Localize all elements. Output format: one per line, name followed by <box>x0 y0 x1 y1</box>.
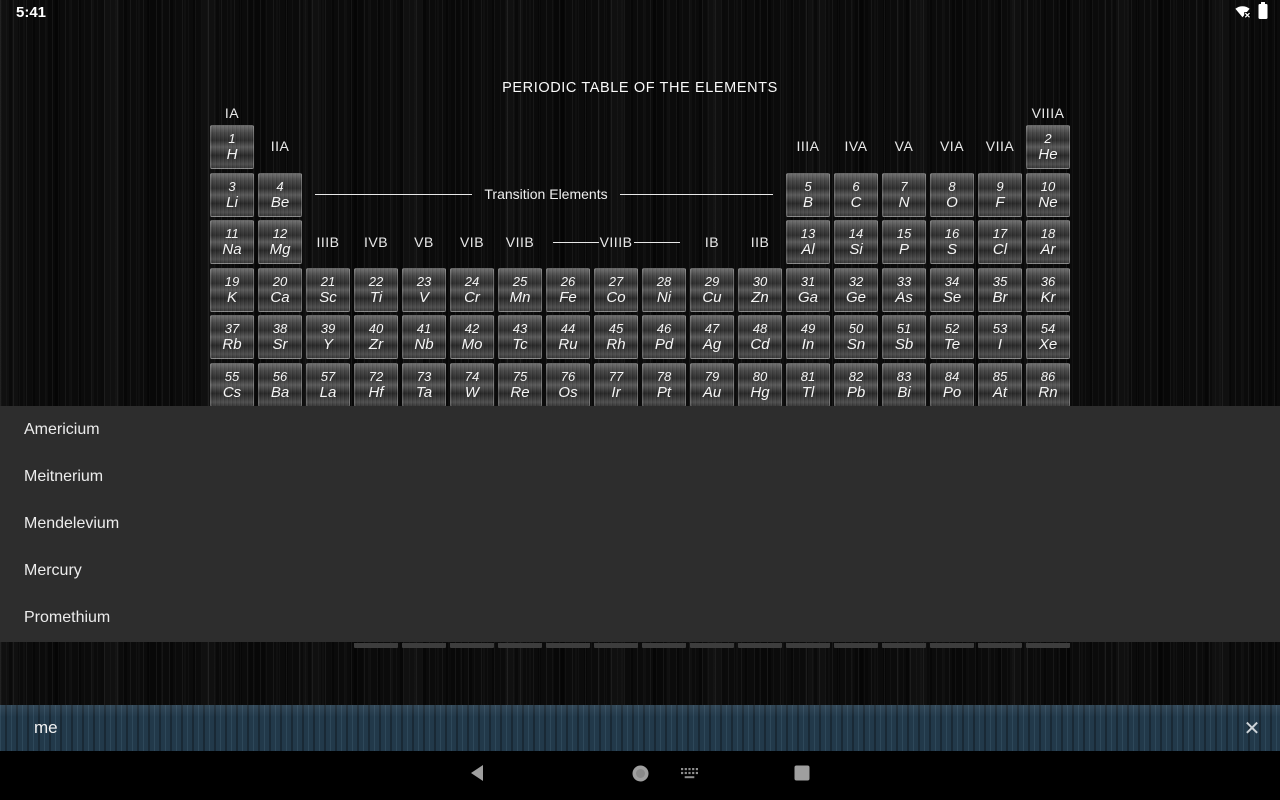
element-symbol: Te <box>943 336 961 353</box>
back-button[interactable] <box>455 751 499 800</box>
atomic-number: 41 <box>416 321 432 336</box>
atomic-number: 77 <box>608 368 624 384</box>
hidden-row-cell-fragment <box>498 643 542 648</box>
group-label-viiia: VIIIA <box>1031 105 1065 121</box>
element-cell-La[interactable] <box>306 363 350 407</box>
element-cell-Sb[interactable] <box>882 315 926 359</box>
atomic-number: 47 <box>704 321 720 336</box>
atomic-number: 11 <box>225 226 239 241</box>
element-symbol: Zr <box>368 336 384 353</box>
element-symbol: Re <box>510 383 530 401</box>
element-cell-C[interactable] <box>834 173 878 217</box>
element-cell-Tc[interactable] <box>498 315 542 359</box>
atomic-number: 72 <box>368 368 384 384</box>
element-cell-As[interactable] <box>882 268 926 312</box>
element-cell-Si[interactable] <box>834 220 878 264</box>
element-cell-Os[interactable] <box>546 363 590 407</box>
element-symbol: Pd <box>654 336 674 353</box>
element-symbol: Cl <box>992 241 1008 258</box>
element-cell-Ru[interactable] <box>546 315 590 359</box>
element-symbol: Pb <box>846 383 866 401</box>
atomic-number: 29 <box>704 273 720 289</box>
element-cell-H[interactable] <box>210 125 254 169</box>
element-symbol: Co <box>606 288 626 306</box>
element-cell-F[interactable] <box>978 173 1022 217</box>
element-symbol: K <box>226 288 237 306</box>
atomic-number: 45 <box>608 321 624 336</box>
transition-line-right <box>620 194 773 195</box>
home-button[interactable] <box>618 751 662 800</box>
group-label-iiib: IIIB <box>316 234 340 250</box>
element-symbol: La <box>319 383 337 401</box>
atomic-number: 22 <box>368 273 384 289</box>
recents-button[interactable] <box>780 751 824 800</box>
navigation-bar <box>0 751 1280 800</box>
hidden-row-cell-fragment <box>978 643 1022 648</box>
atomic-number: 43 <box>512 321 528 336</box>
element-cell-S[interactable] <box>930 220 974 264</box>
element-cell-Ag[interactable] <box>690 315 734 359</box>
atomic-number: 1 <box>228 131 236 146</box>
element-cell-Co[interactable] <box>594 268 638 312</box>
atomic-number: 78 <box>656 368 672 384</box>
keyboard-icon <box>681 767 699 785</box>
transition-line-left <box>315 194 472 195</box>
element-symbol: In <box>801 336 815 353</box>
element-symbol: Zn <box>751 288 769 306</box>
atomic-number: 80 <box>752 368 768 384</box>
element-symbol: Ni <box>656 288 672 306</box>
element-cell-Cr[interactable] <box>450 268 494 312</box>
atomic-number: 5 <box>804 178 812 194</box>
element-symbol: Sb <box>894 336 914 353</box>
element-cell-Na[interactable] <box>210 220 254 264</box>
element-cell-Br[interactable] <box>978 268 1022 312</box>
atomic-number: 46 <box>656 321 672 336</box>
group-label-ia: IA <box>224 105 240 121</box>
hidden-row-cell-fragment <box>930 643 974 648</box>
atomic-number: 23 <box>416 273 432 289</box>
atomic-number: 18 <box>1040 226 1056 241</box>
battery-full-icon <box>1258 2 1268 24</box>
element-symbol: Ta <box>415 383 433 401</box>
home-icon <box>632 765 649 787</box>
atomic-number: 38 <box>272 321 288 336</box>
group-label-vib: VIB <box>459 234 485 250</box>
atomic-number: 19 <box>224 273 240 289</box>
element-symbol: Ge <box>845 288 866 306</box>
element-cell-Ge[interactable] <box>834 268 878 312</box>
element-symbol: Br <box>992 288 1008 306</box>
atomic-number: 42 <box>464 321 480 336</box>
back-icon <box>469 764 485 787</box>
element-cell-Sr[interactable] <box>258 315 302 359</box>
atomic-number: 55 <box>224 368 240 384</box>
atomic-number: 34 <box>944 273 960 289</box>
atomic-number: 48 <box>752 321 768 336</box>
element-symbol: Tc <box>512 336 528 353</box>
atomic-number: 74 <box>464 368 480 384</box>
atomic-number: 50 <box>848 321 864 336</box>
atomic-number: 6 <box>852 178 860 194</box>
search-bar <box>0 705 1280 751</box>
suggestion-mercury[interactable]: Mercury <box>24 562 82 580</box>
atomic-number: 9 <box>996 178 1004 194</box>
element-cell-Se[interactable] <box>930 268 974 312</box>
suggestion-americium[interactable]: Americium <box>24 420 100 438</box>
element-cell-Ga[interactable] <box>786 268 830 312</box>
atomic-number: 4 <box>276 178 284 194</box>
element-cell-W[interactable] <box>450 363 494 407</box>
element-cell-Rh[interactable] <box>594 315 638 359</box>
keyboard-switch-button[interactable] <box>670 751 710 800</box>
element-cell-Cl[interactable] <box>978 220 1022 264</box>
atomic-number: 37 <box>224 321 240 336</box>
element-cell-Te[interactable] <box>930 315 974 359</box>
element-symbol: Si <box>849 241 863 258</box>
group-label-iib: IIB <box>750 234 770 250</box>
element-symbol: Se <box>942 288 962 306</box>
atomic-number: 14 <box>848 226 864 241</box>
element-symbol: Mn <box>509 288 531 306</box>
hidden-row-cell-fragment <box>882 643 926 648</box>
element-cell-Cd[interactable] <box>738 315 782 359</box>
element-cell-Pb[interactable] <box>834 363 878 407</box>
atomic-number: 10 <box>1040 178 1056 194</box>
atomic-number: 83 <box>896 368 912 384</box>
atomic-number: 13 <box>800 226 816 241</box>
atomic-number: 7 <box>900 178 908 194</box>
atomic-number: 21 <box>320 273 336 289</box>
element-symbol: P <box>898 241 909 258</box>
atomic-number: 17 <box>992 226 1008 241</box>
element-symbol: H <box>226 146 238 163</box>
atomic-number: 28 <box>656 273 672 289</box>
search-input[interactable] <box>32 717 1224 739</box>
element-symbol: Au <box>702 383 722 401</box>
atomic-number: 79 <box>704 368 720 384</box>
suggestion-meitnerium[interactable]: Meitnerium <box>24 467 104 485</box>
element-cell-N[interactable] <box>882 173 926 217</box>
atomic-number: 24 <box>464 273 480 289</box>
element-cell-Sn[interactable] <box>834 315 878 359</box>
suggestion-mendelevium[interactable]: Mendelevium <box>24 515 120 532</box>
element-symbol: Al <box>801 241 815 258</box>
element-cell-Fe[interactable] <box>546 268 590 312</box>
element-cell-Tl[interactable] <box>786 363 830 407</box>
status-icons <box>1234 4 1268 22</box>
atomic-number: 40 <box>368 321 384 336</box>
hidden-row-cell-fragment <box>690 643 734 648</box>
atomic-number: 44 <box>560 321 576 336</box>
element-cell-Ca[interactable] <box>258 268 302 312</box>
atomic-number: 16 <box>944 226 960 241</box>
atomic-number: 35 <box>992 273 1008 289</box>
suggestion-promethium[interactable]: Promethium <box>24 609 111 627</box>
element-cell-Ir[interactable] <box>594 363 638 407</box>
element-symbol: Be <box>270 193 290 211</box>
atomic-number: 81 <box>800 368 816 384</box>
atomic-number: 56 <box>272 368 288 384</box>
group-label-ivb: IVB <box>363 234 389 250</box>
recents-icon <box>794 765 810 786</box>
element-symbol: Mo <box>461 336 483 353</box>
hidden-row-cell-fragment <box>450 643 494 648</box>
element-symbol: Cd <box>750 336 770 353</box>
viiib-line-right <box>634 242 680 243</box>
element-cell-Li[interactable] <box>210 173 254 217</box>
element-cell-Cu[interactable] <box>690 268 734 312</box>
element-cell-Ni[interactable] <box>642 268 686 312</box>
element-symbol: Fe <box>559 288 577 306</box>
element-symbol: Ba <box>270 383 290 401</box>
transition-elements-label: Transition Elements <box>484 186 608 202</box>
element-symbol: S <box>946 241 957 258</box>
element-symbol: Cs <box>222 383 242 401</box>
element-cell-Xe[interactable] <box>1026 315 1070 359</box>
atomic-number: 57 <box>320 368 336 384</box>
element-symbol: V <box>418 288 429 306</box>
element-cell-Hg[interactable] <box>738 363 782 407</box>
status-time: 5:41 <box>16 4 47 21</box>
atomic-number: 85 <box>992 368 1008 384</box>
atomic-number: 15 <box>896 226 912 241</box>
element-symbol: N <box>898 193 910 211</box>
hidden-row-cell-fragment <box>354 643 398 648</box>
element-cell-O[interactable] <box>930 173 974 217</box>
element-cell-Zn[interactable] <box>738 268 782 312</box>
atomic-number: 31 <box>800 273 816 289</box>
atomic-number: 54 <box>1040 321 1056 336</box>
element-cell-P[interactable] <box>882 220 926 264</box>
hidden-row-cell-fragment <box>546 643 590 648</box>
element-cell-Au[interactable] <box>690 363 734 407</box>
atomic-number: 2 <box>1044 131 1052 146</box>
element-symbol: Sn <box>846 336 866 353</box>
element-symbol: Tl <box>801 383 815 401</box>
atomic-number: 53 <box>992 321 1008 336</box>
element-symbol: He <box>1038 146 1058 163</box>
group-label-via: VIA <box>939 138 965 154</box>
atomic-number: 73 <box>416 368 432 384</box>
element-cell-Pt[interactable] <box>642 363 686 407</box>
group-label-viia: VIIA <box>985 138 1015 154</box>
element-symbol: Os <box>558 383 578 401</box>
element-cell-Cs[interactable] <box>210 363 254 407</box>
element-symbol: Ga <box>797 288 818 306</box>
element-symbol: Ar <box>1040 241 1056 258</box>
hidden-row-cell-fragment <box>642 643 686 648</box>
hidden-row-cell-fragment <box>834 643 878 648</box>
element-cell-Rn[interactable] <box>1026 363 1070 407</box>
element-cell-Po[interactable] <box>930 363 974 407</box>
element-symbol: Rh <box>606 336 626 353</box>
atomic-number: 82 <box>848 368 864 384</box>
element-cell-Mo[interactable] <box>450 315 494 359</box>
element-cell-V[interactable] <box>402 268 446 312</box>
hidden-row-cell-fragment <box>738 643 782 648</box>
group-label-ib: IB <box>704 234 720 250</box>
element-cell-Rb[interactable] <box>210 315 254 359</box>
search-suggestions-dropdown <box>0 406 1280 642</box>
group-label-iva: IVA <box>844 138 868 154</box>
element-symbol: Sc <box>319 288 337 306</box>
atomic-number: 27 <box>608 273 624 289</box>
element-symbol: Rn <box>1038 383 1058 401</box>
group-label-vb: VB <box>414 234 434 250</box>
element-cell-Ba[interactable] <box>258 363 302 407</box>
element-symbol: W <box>464 383 480 401</box>
element-symbol: Bi <box>897 383 911 401</box>
wifi-off-icon <box>1234 4 1251 23</box>
element-cell-Mn[interactable] <box>498 268 542 312</box>
atomic-number: 39 <box>320 321 336 336</box>
element-cell-Y[interactable] <box>306 315 350 359</box>
element-symbol: Sr <box>272 336 288 353</box>
element-cell-He[interactable] <box>1026 125 1070 169</box>
element-symbol: Na <box>222 241 242 258</box>
group-label-va: VA <box>894 138 914 154</box>
element-symbol: Ir <box>611 383 621 401</box>
atomic-number: 86 <box>1040 368 1056 384</box>
element-cell-Sc[interactable] <box>306 268 350 312</box>
atomic-number: 75 <box>512 368 528 384</box>
element-cell-Kr[interactable] <box>1026 268 1070 312</box>
element-symbol: Ti <box>369 288 383 306</box>
element-cell-Zr[interactable] <box>354 315 398 359</box>
element-cell-Ne[interactable] <box>1026 173 1070 217</box>
atomic-number: 76 <box>560 368 576 384</box>
element-symbol: C <box>850 193 862 211</box>
element-symbol: Cu <box>702 288 722 306</box>
element-symbol: Hf <box>368 383 384 401</box>
element-cell-Mg[interactable] <box>258 220 302 264</box>
element-symbol: Po <box>942 383 962 401</box>
hidden-row-cell-fragment <box>594 643 638 648</box>
atomic-number: 49 <box>800 321 816 336</box>
hidden-row-cell-fragment <box>402 643 446 648</box>
element-symbol: Ag <box>702 336 722 353</box>
element-symbol: As <box>895 288 913 306</box>
element-symbol: Ru <box>558 336 578 353</box>
element-symbol: Xe <box>1038 336 1058 353</box>
atomic-number: 32 <box>848 273 864 289</box>
status-bar <box>0 0 1280 26</box>
element-symbol: F <box>995 193 1005 211</box>
element-cell-Pd[interactable] <box>642 315 686 359</box>
element-symbol: Ne <box>1038 193 1058 211</box>
element-cell-Ti[interactable] <box>354 268 398 312</box>
element-symbol: Mg <box>269 241 291 258</box>
hidden-row-cell-fragment <box>1026 643 1070 648</box>
element-cell-Ar[interactable] <box>1026 220 1070 264</box>
group-label-iiia: IIIA <box>796 138 820 154</box>
atomic-number: 8 <box>948 178 956 194</box>
atomic-number: 30 <box>752 273 768 289</box>
element-cell-B[interactable] <box>786 173 830 217</box>
element-cell-Be[interactable] <box>258 173 302 217</box>
page-title: PERIODIC TABLE OF THE ELEMENTS <box>502 80 778 96</box>
element-cell-In[interactable] <box>786 315 830 359</box>
element-symbol: Ca <box>270 288 290 306</box>
close-icon[interactable]: ✕ <box>1243 717 1261 740</box>
atomic-number: 52 <box>944 321 960 336</box>
element-cell-Ta[interactable] <box>402 363 446 407</box>
element-symbol: Nb <box>414 336 434 353</box>
element-symbol: Rb <box>222 336 242 353</box>
hidden-row-cell-fragment <box>786 643 830 648</box>
element-symbol: Li <box>226 193 238 211</box>
element-cell-Al[interactable] <box>786 220 830 264</box>
atomic-number: 36 <box>1040 273 1056 289</box>
element-cell-Bi[interactable] <box>882 363 926 407</box>
element-symbol: Y <box>322 336 333 353</box>
group-label-viib: VIIB <box>505 234 535 250</box>
element-symbol: At <box>992 383 1008 401</box>
atomic-number: 3 <box>228 178 236 194</box>
atomic-number: 12 <box>272 226 288 241</box>
atomic-number: 51 <box>896 321 912 336</box>
element-symbol: B <box>802 193 813 211</box>
atomic-number: 20 <box>272 273 288 289</box>
group-label-iia: IIA <box>270 138 290 154</box>
element-cell-I[interactable] <box>978 315 1022 359</box>
group-label-viiib: VIIIB <box>599 234 633 250</box>
element-cell-Hf[interactable] <box>354 363 398 407</box>
element-symbol: I <box>997 336 1003 353</box>
element-symbol: O <box>946 193 958 211</box>
element-cell-Nb[interactable] <box>402 315 446 359</box>
element-symbol: Kr <box>1040 288 1056 306</box>
atomic-number: 84 <box>944 368 960 384</box>
element-symbol: Cr <box>464 288 480 306</box>
element-symbol: Hg <box>750 383 770 401</box>
element-cell-At[interactable] <box>978 363 1022 407</box>
element-cell-K[interactable] <box>210 268 254 312</box>
atomic-number: 33 <box>896 273 912 289</box>
element-cell-Re[interactable] <box>498 363 542 407</box>
atomic-number: 25 <box>512 273 528 289</box>
element-symbol: Pt <box>656 383 672 401</box>
atomic-number: 26 <box>560 273 576 289</box>
viiib-line-left <box>553 242 599 243</box>
